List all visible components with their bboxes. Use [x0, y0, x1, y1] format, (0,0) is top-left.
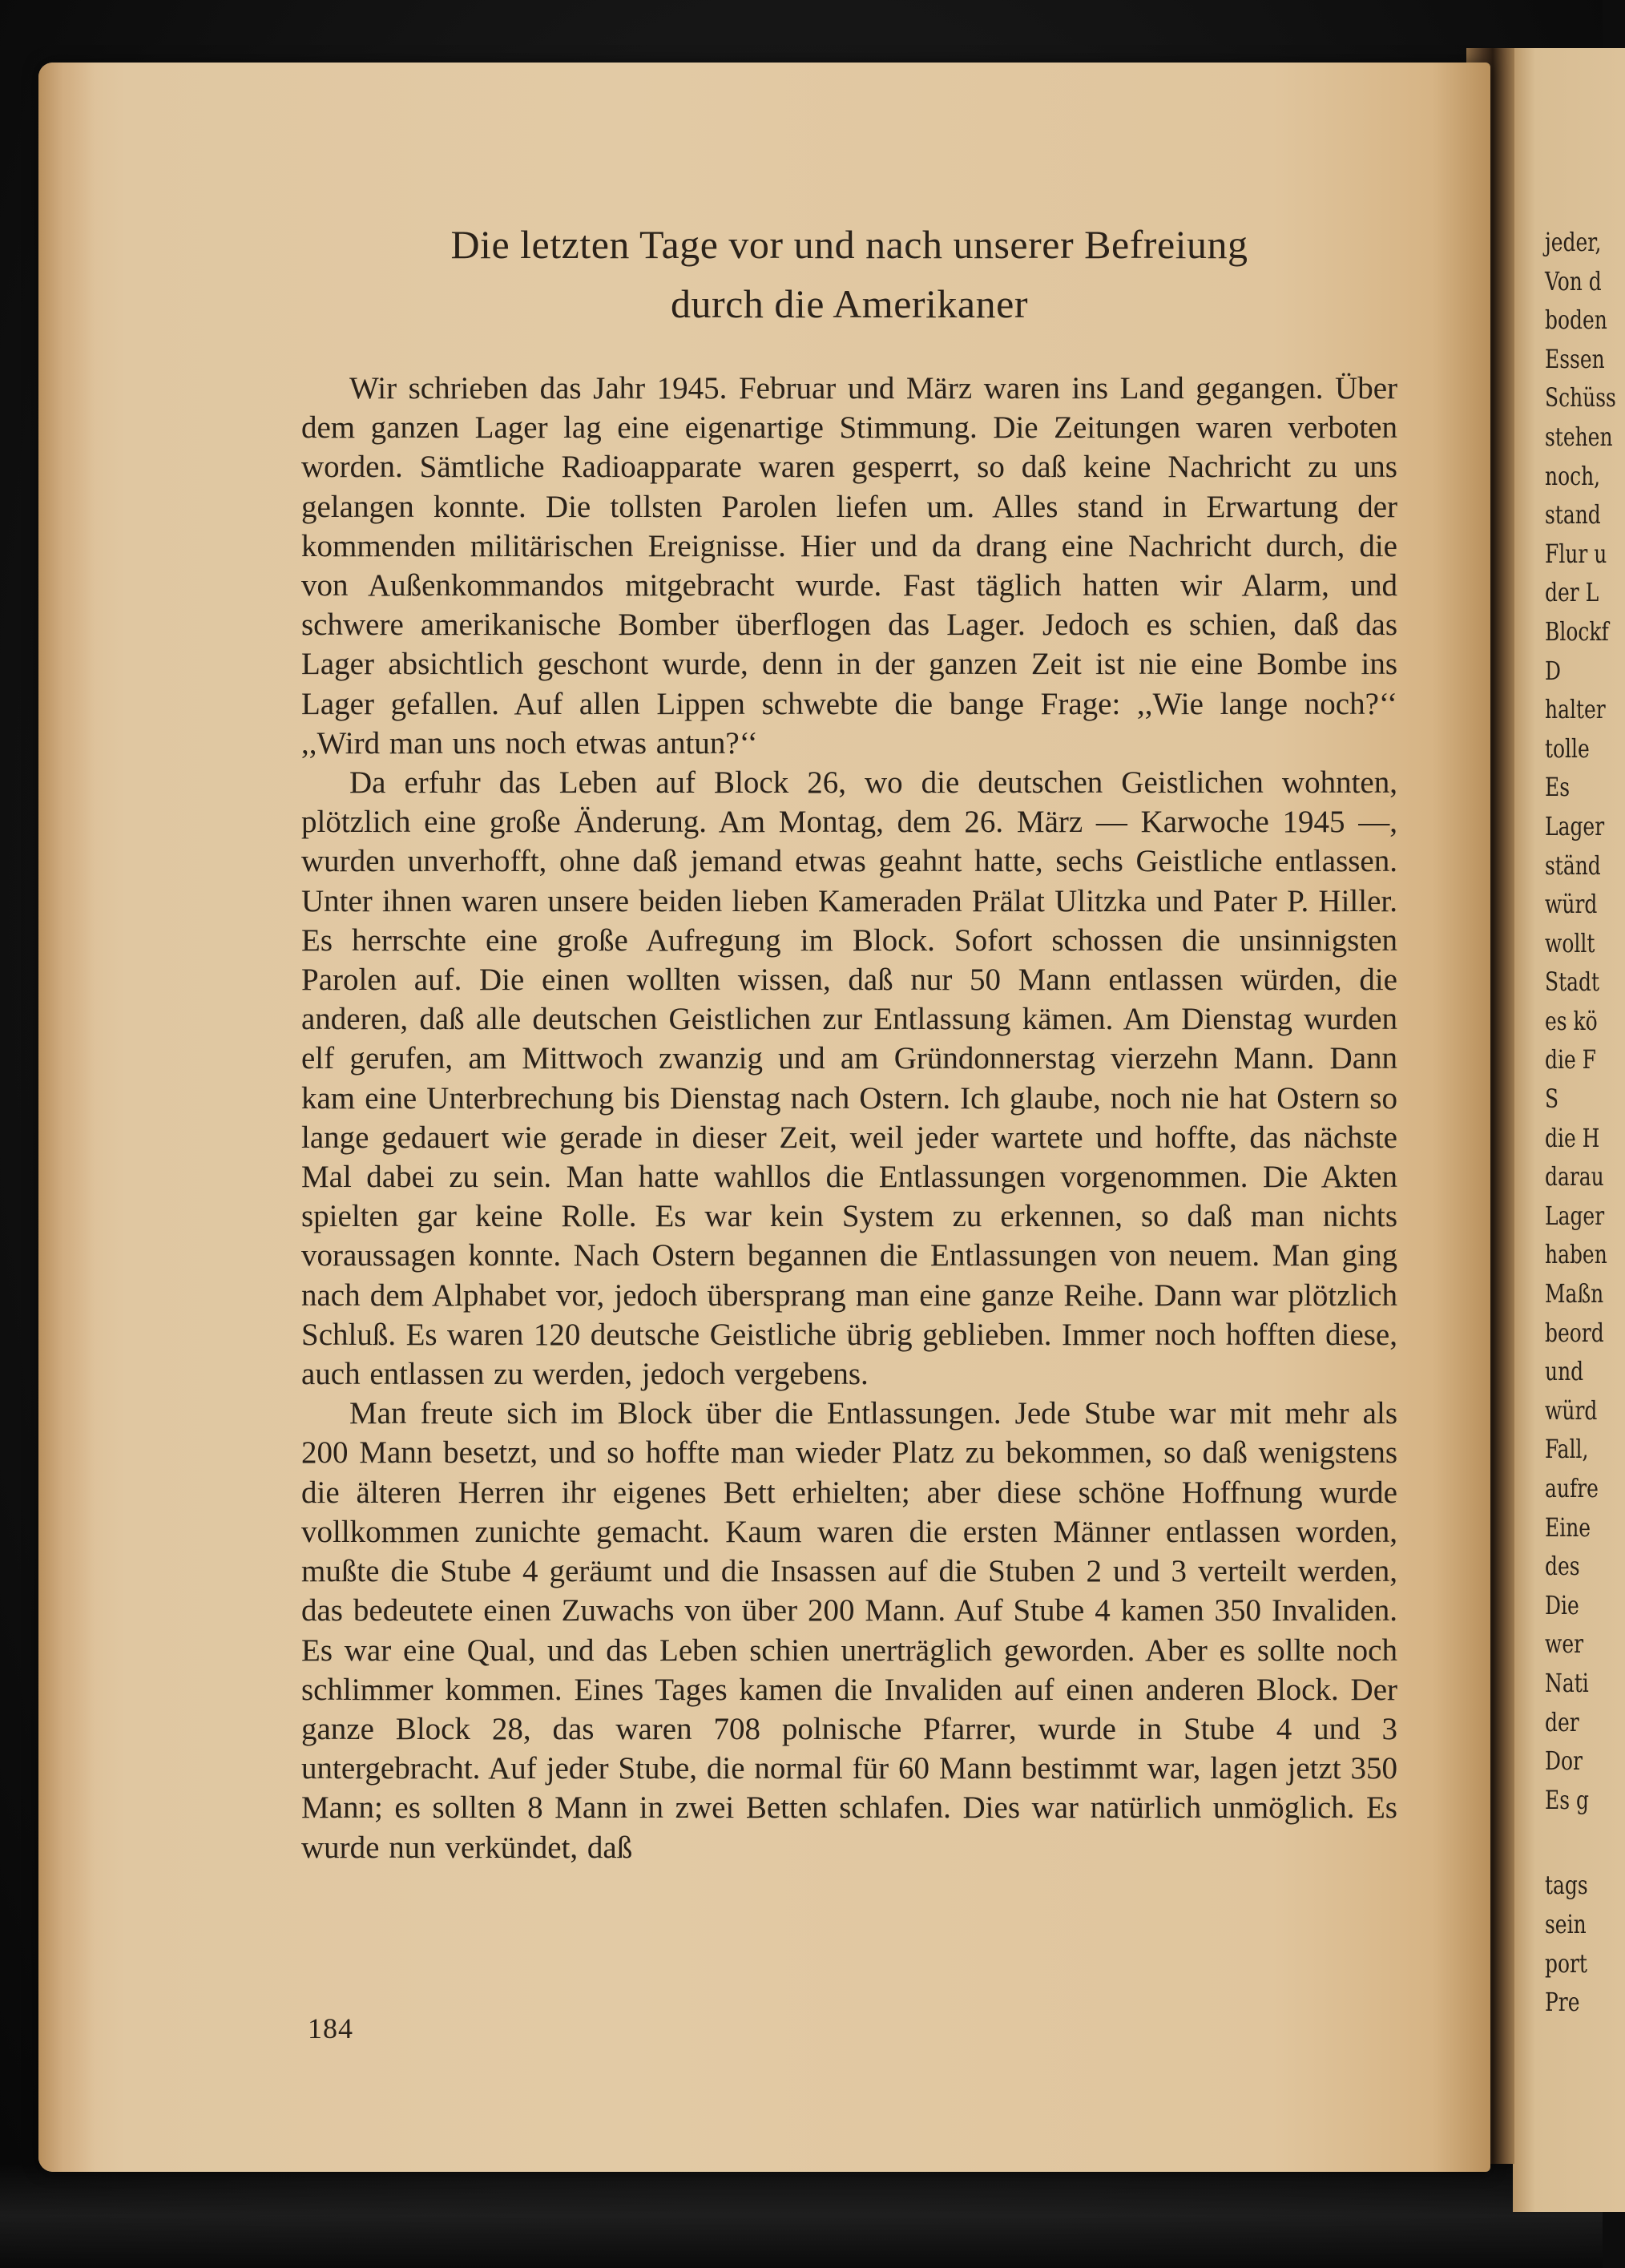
facing-line: des: [1545, 1551, 1580, 1582]
facing-page-text: [1545, 223, 1616, 2022]
paragraph-2: Da erfuhr das Leben auf Block 26, wo die deutschen Geistlichen wohnten, plötzlich eine große Änderung. Am Montag, dem 26. März — Karwoche 1945 —, wurden unverhofft, ohne daß jemand etwas geahnt hatte, sechs Geistliche entlassen. Unter ihnen waren unsere beiden lieben Kameraden Prälat Ulitzka und Pater P. Hiller. Es herrschte eine große Aufregung im Block. Sofort schossen die unsinnigsten Parolen auf. Die einen wollten wissen, daß nur 50 Mann entlassen würden, die anderen, daß alle deutschen Geistlichen zur Entlassung kämen. Am Dienstag wurden elf gerufen, am Mittwoch zwanzig und am Gründonnerstag vierzehn Mann. Dann kam eine Unterbrechung bis Dienstag nach Ostern. Ich glaube, noch nie hat Ostern so lange gedauert wie gerade in dieser Zeit, weil jeder wartete und hoffte, das nächste Mal dabei zu sein. Man hatte wahllos die Entlassungen vorgenommen. Die Akten spielten gar keine Rolle. Es war kein System zu erkennen, so daß man nichts voraussagen konnte. Nach Ostern begannen die Entlassungen von neuem. Man ging nach dem Alphabet vor, jedoch übersprang man eine ganze Reihe. Dann war plötzlich Schluß. Es waren 120 deutsche Geistliche übrig geblieben. Immer noch hofften diese, auch entlassen zu werden, jedoch vergebens.: [301, 765, 1397, 1392]
facing-line: boden: [1545, 305, 1607, 336]
facing-line: S: [1545, 1084, 1559, 1115]
facing-line: tolle: [1545, 732, 1590, 764]
facing-line: halter: [1545, 694, 1606, 725]
facing-line: stehen: [1545, 421, 1613, 452]
facing-line: der: [1545, 1706, 1579, 1737]
facing-line: D: [1545, 655, 1562, 686]
facing-line: Nati: [1545, 1667, 1589, 1698]
facing-line: es kö: [1545, 1005, 1598, 1036]
page-edge: [38, 63, 95, 2172]
facing-line: aufre: [1545, 1473, 1599, 1503]
facing-line: Dor: [1545, 1745, 1583, 1777]
facing-line: Essen: [1545, 343, 1605, 374]
facing-line: haben: [1545, 1239, 1607, 1270]
page-number: 184: [308, 2012, 353, 2044]
facing-line: Stadt: [1545, 967, 1600, 998]
facing-line: wer: [1545, 1628, 1584, 1660]
facing-line: Es: [1545, 772, 1571, 803]
chapter-title: [301, 215, 1397, 333]
facing-line: und: [1545, 1356, 1584, 1387]
facing-line: die H: [1545, 1122, 1600, 1153]
facing-line: darau: [1545, 1161, 1604, 1193]
facing-line: beord: [1545, 1317, 1604, 1348]
paragraph-1: Wir schrieben das Jahr 1945. Februar und März waren ins Land gegangen. Über dem ganzen Lager lag eine eigenartige Stimmung. Die Zeitungen waren verboten worden. Sämtliche Radioapparate waren gesperrt, so daß keine Nachricht zu uns gelangen konnte. Die tollsten Parolen liefen um. Alles stand in Erwartung der kommenden militärischen Ereignisse. Hier und da drang eine Nachricht durch, die von Außenkommandos mitgebracht wurde. Fast täglich hatten wir Alarm, und schwere amerikanische Bomber überflogen das Lager. Jedoch es schien, daß das Lager absichtlich geschont wurde, denn in der ganzen Zeit ist nie eine Bombe ins Lager gefallen. Auf allen Lippen schwebte die bange Frage: ,,Wie lange noch?‘‘ ,,Wird man uns noch etwas antun?‘‘: [301, 371, 1397, 761]
facing-line: die F: [1545, 1044, 1596, 1075]
plastic-reflection: [0, 2164, 1603, 2268]
facing-line: Die: [1545, 1589, 1579, 1620]
facing-line: tags: [1545, 1870, 1588, 1901]
facing-line: stand: [1545, 499, 1601, 531]
facing-line: Flur u: [1545, 538, 1607, 569]
facing-line: Blockf: [1545, 615, 1609, 647]
facing-line: sein: [1545, 1908, 1587, 1939]
facing-line: Lager: [1545, 1200, 1605, 1231]
facing-line: Schüss: [1545, 382, 1616, 414]
facing-line: Fall,: [1545, 1434, 1589, 1465]
facing-line-gap: [1545, 1819, 1616, 1866]
facing-line: jeder,: [1545, 227, 1602, 257]
facing-line: Von d: [1545, 265, 1602, 297]
page-content: [301, 215, 1397, 1867]
facing-line: noch,: [1545, 460, 1601, 491]
facing-line: würd: [1545, 889, 1598, 920]
facing-line: würd: [1545, 1394, 1598, 1426]
chapter-title-line-2: durch die Amerikaner: [671, 281, 1028, 326]
facing-line: wollt: [1545, 927, 1595, 958]
facing-line: Maßn: [1545, 1278, 1604, 1310]
facing-line: Lager: [1545, 810, 1605, 841]
facing-line: Es g: [1545, 1784, 1589, 1815]
facing-line: Pre: [1545, 1987, 1580, 2018]
facing-line: der L: [1545, 577, 1599, 608]
facing-line: Eine: [1545, 1511, 1591, 1543]
chapter-title-line-1: Die letzten Tage vor und nach unserer Befreiung: [450, 222, 1248, 267]
paragraph-3: Man freute sich im Block über die Entlassungen. Jede Stube war mit mehr als 200 Mann besetzt, und so hoffte man wieder Platz zu bekommen, so daß wenigstens die älteren Herren ihr eigenes Bett erhielten; aber diese schöne Hoffnung wurde vollkommen zunichte gemacht. Kaum waren die ersten Männer entlassen worden, mußte die Stube 4 geräumt und die Insassen auf die Stuben 2 und 3 verteilt werden, das bedeutete einen Zuwachs von über 200 Mann. Auf Stube 4 kamen 350 Invaliden. Es war eine Qual, und das Leben schien unerträglich geworden. Aber es sollte noch schlimmer kommen. Eines Tages kamen die Invaliden auf einen anderen Block. Der ganze Block 28, das waren 708 polnische Pfarrer, wurde in Stube 4 und 3 untergebracht. Auf jeder Stube, die normal für 60 Mann bestimmt war, lagen jetzt 350 Mann; es sollten 8 Mann in zwei Betten schlafen. Dies war natürlich unmöglich. Es wurde nun verkündet, daß: [301, 1396, 1397, 1865]
facing-line: ständ: [1545, 849, 1601, 881]
facing-line: port: [1545, 1947, 1587, 1979]
facing-page: [1513, 48, 1625, 2212]
